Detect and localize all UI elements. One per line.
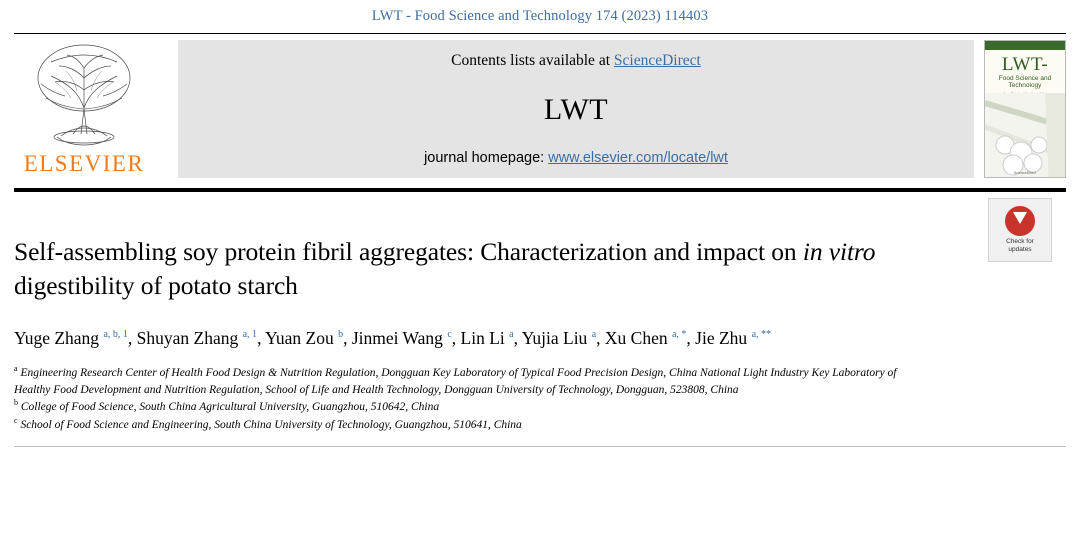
elsevier-wordmark: ELSEVIER (23, 151, 145, 176)
author-name: Jie Zhu (695, 327, 752, 348)
journal-running-head: LWT - Food Science and Technology 174 (2023) 114403 (371, 8, 709, 24)
author-affiliation-marks: b (338, 329, 344, 341)
journal-cover-thumbnail (984, 40, 1066, 178)
title-part-2: digestibility of potato starch (14, 270, 298, 300)
author-separator: , (513, 327, 522, 348)
journal-homepage-line (424, 150, 728, 166)
affiliation-mark: a (14, 364, 18, 374)
title-part-1: Self-assembling soy protein fibril aggregates: Characterization and impact on (14, 237, 803, 267)
author-name: Lin Li (460, 327, 510, 348)
author-separator: , (451, 327, 461, 348)
author-affiliation-marks: a, b, 1 (103, 329, 128, 341)
journal-homepage-link[interactable]: www.elsevier.com/locate/lwt (548, 150, 728, 166)
author-affiliation-marks: a (509, 329, 514, 341)
author-list (14, 325, 924, 351)
author-name: Yuge Zhang (14, 327, 104, 348)
journal-info-band (178, 40, 974, 178)
journal-masthead (14, 34, 1066, 184)
author-affiliation-marks: a, ** (751, 329, 772, 341)
cover-subtitle: Food Science and Technology (998, 75, 1052, 89)
author-separator: , (343, 327, 352, 348)
elsevier-logo (14, 34, 154, 184)
section-divider (14, 446, 1066, 447)
affiliation-list (14, 365, 919, 434)
journal-title: LWT (543, 93, 609, 126)
cover-top-bar (985, 41, 1065, 50)
cover-title: LWT- (1001, 54, 1049, 75)
author-name: Yuan Zou (265, 327, 339, 348)
author-separator: , (127, 327, 137, 348)
contents-available-line (451, 52, 701, 70)
sciencedirect-link[interactable]: ScienceDirect (613, 52, 701, 69)
cover-footer: ScienceDirect (1013, 171, 1037, 175)
author-separator: , (257, 327, 266, 348)
elsevier-tree-icon (21, 38, 147, 150)
author-name: Jinmei Wang (351, 327, 448, 348)
crossmark-line-2: updates (1008, 246, 1032, 253)
page-title (14, 235, 919, 303)
cover-artwork (985, 93, 1065, 177)
author-name: Xu Chen (604, 327, 672, 348)
affiliation-item (14, 399, 919, 416)
crossmark-line-1: Check for (1006, 237, 1034, 245)
author-name: Shuyan Zhang (136, 327, 243, 348)
author-affiliation-marks: a (591, 329, 597, 341)
author-affiliation-marks: c (447, 329, 452, 341)
title-italic-part: in vitro (802, 237, 876, 267)
article-header (14, 192, 1066, 434)
cover-artwork-icon (985, 93, 1065, 178)
author-separator: , (596, 327, 605, 348)
affiliation-item (14, 365, 919, 398)
author-separator: , (686, 327, 696, 348)
author-affiliation-marks: a, * (671, 329, 687, 341)
crossmark-check-for-updates[interactable] (988, 198, 1052, 262)
journal-homepage-label: journal homepage: (424, 150, 549, 166)
author-affiliation-marks: a, 1 (242, 329, 258, 341)
affiliation-text: School of Food Science and Engineering, South China University of Technology, Guangzhou, 510641, China (17, 419, 522, 432)
affiliation-mark: b (14, 398, 18, 408)
affiliation-item (14, 417, 919, 434)
crossmark-icon (1005, 206, 1035, 236)
contents-available-text: Contents lists available at (451, 52, 614, 69)
affiliation-mark: c (14, 416, 18, 426)
author-name: Yujia Liu (521, 327, 592, 348)
affiliation-text: College of Food Science, South China Agricultural University, Guangzhou, 510642, China (18, 401, 440, 414)
affiliation-text: Engineering Research Center of Health Food Design & Nutrition Regulation, Dongguan Key Laboratory of Typical Food Precision Design, China National Light Industry Key Laboratory of Healthy Food Development and Nutrition Regulation, School of Life and Health Technology, Dongguan University of Technology, Dongguan, 523808, China (14, 367, 897, 396)
